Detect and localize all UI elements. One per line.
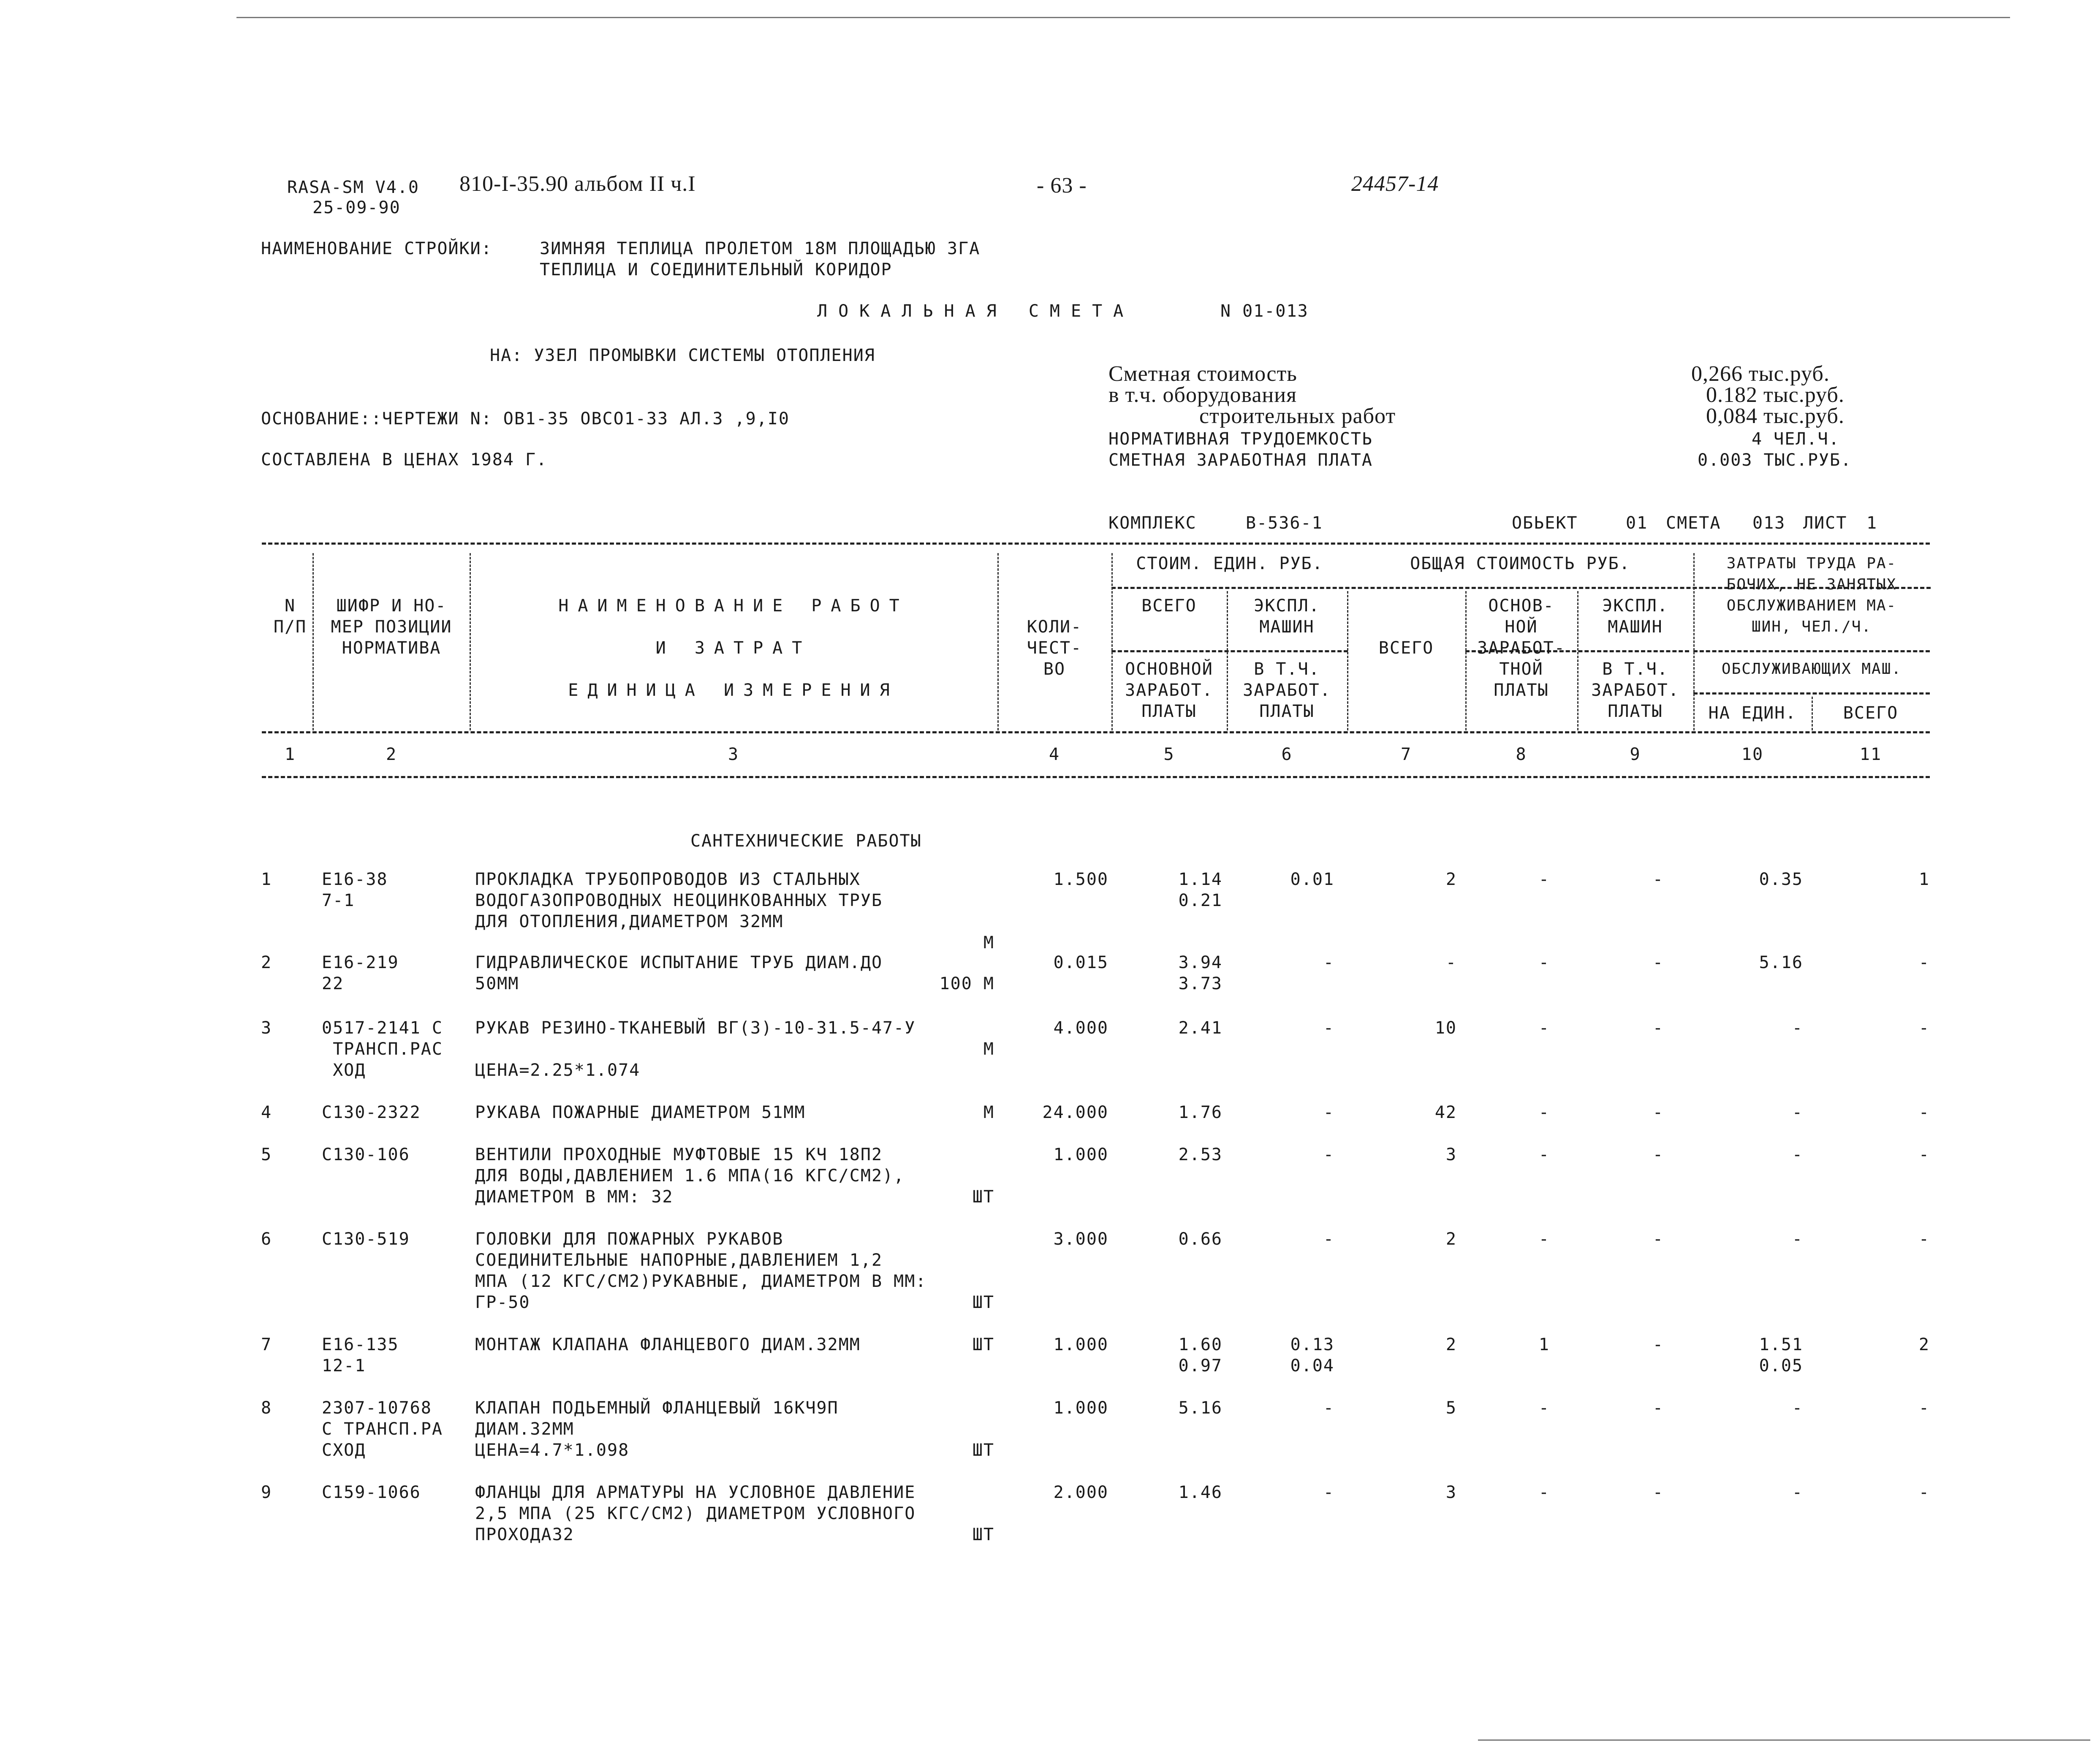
col-number-7: 7 — [1400, 745, 1412, 764]
header-col-5a: ВСЕГО — [1141, 596, 1197, 616]
table-rule-sub-1011b — [1693, 692, 1930, 695]
row-cell-code: С130-519 — [322, 1229, 410, 1249]
row-cell-name: КЛАПАН ПОДЬЕМНЫЙ ФЛАНЦЕВЫЙ 16КЧ9П ДИАМ.32ММ ЦЕНА=4.7*1.098 — [475, 1398, 839, 1460]
row-cell-c11: - — [1918, 1483, 1930, 1502]
row-cell-n: 8 — [261, 1398, 272, 1418]
program-date: 25-09-90 — [312, 198, 401, 217]
row-cell-c11: - — [1918, 953, 1930, 972]
row-cell-unit: М — [983, 1103, 994, 1122]
row-cell-qty: 24.000 — [1042, 1103, 1108, 1122]
row-cell-c10: - — [1792, 1229, 1803, 1249]
page-number: - 63 - — [1037, 174, 1087, 198]
row-cell-n: 6 — [261, 1229, 272, 1249]
program-id: RASA-SM V4.0 — [287, 178, 419, 197]
row-cell-c5: 2.41 — [1178, 1018, 1223, 1038]
col-number-9: 9 — [1630, 745, 1641, 764]
estimate-subject: НА: УЗЕЛ ПРОМЫВКИ СИСТЕМЫ ОТОПЛЕНИЯ — [490, 346, 875, 365]
header-col-3c: ЕДИНИЦА ИЗМЕРЕНИЯ — [568, 681, 899, 700]
row-cell-name: РУКАВА ПОЖАРНЫЕ ДИАМЕТРОМ 51ММ — [475, 1103, 806, 1122]
summary-label-4: СМЕТНАЯ ЗАРАБОТНАЯ ПЛАТА — [1108, 450, 1373, 470]
col-sep-6 — [1347, 591, 1348, 730]
row-cell-c7: 3 — [1445, 1483, 1457, 1502]
col-number-8: 8 — [1516, 745, 1527, 764]
row-cell-c9: - — [1652, 1229, 1664, 1249]
row-cell-c9: - — [1652, 870, 1664, 889]
summary-value-1: 0.182 тыс.руб. — [1706, 383, 1845, 407]
row-cell-c11: - — [1918, 1145, 1930, 1164]
row-cell-n: 5 — [261, 1145, 272, 1164]
row-cell-unit: ШТ — [972, 1293, 994, 1312]
bottom-scan-line — [1478, 1739, 2090, 1741]
row-cell-code: Е16-219 22 — [322, 953, 399, 993]
sheet-label: ЛИСТ — [1803, 513, 1847, 533]
row-cell-code: С130-106 — [322, 1145, 410, 1164]
price-level: СОСТАВЛЕНА В ЦЕНАХ 1984 Г. — [261, 450, 548, 469]
row-cell-c10: 1.51 0.05 — [1759, 1335, 1803, 1376]
row-cell-name: РУКАВ РЕЗИНО-ТКАНЕВЫЙ ВГ(3)-10-31.5-47-У ЦЕНА=2.25*1.074 — [475, 1018, 916, 1080]
row-cell-c7: 2 — [1445, 870, 1457, 889]
header-col-6b: В Т.Ч. ЗАРАБОТ. ПЛАТЫ — [1243, 659, 1331, 721]
row-cell-c8: - — [1538, 1018, 1550, 1038]
estimate-title: ЛОКАЛЬНАЯ СМЕТА — [817, 301, 1135, 321]
row-cell-c11: - — [1918, 1018, 1930, 1038]
row-cell-c10: - — [1792, 1483, 1803, 1502]
row-cell-n: 7 — [261, 1335, 272, 1354]
col-number-10: 10 — [1741, 745, 1764, 764]
row-cell-c8: - — [1538, 1103, 1550, 1122]
row-cell-qty: 0.015 — [1053, 953, 1108, 972]
row-cell-n: 2 — [261, 953, 272, 972]
row-cell-c10: - — [1792, 1398, 1803, 1418]
row-cell-c8: - — [1538, 870, 1550, 889]
row-cell-c7: 3 — [1445, 1145, 1457, 1164]
row-cell-c8: - — [1538, 1398, 1550, 1418]
row-cell-c9: - — [1652, 1145, 1664, 1164]
header-col-9b: В Т.Ч. ЗАРАБОТ. ПЛАТЫ — [1591, 659, 1679, 721]
header-col-3b: И ЗАТРАТ — [655, 638, 812, 658]
row-cell-qty: 1.500 — [1053, 870, 1108, 889]
row-cell-c9: - — [1652, 1398, 1664, 1418]
col-number-5: 5 — [1163, 745, 1175, 764]
summary-value-2: 0,084 тыс.руб. — [1706, 404, 1845, 428]
row-cell-c10: - — [1792, 1103, 1803, 1122]
row-cell-name: ПРОКЛАДКА ТРУБОПРОВОДОВ ИЗ СТАЛЬНЫХ ВОДОГАЗОПРОВОДНЫХ НЕОЦИНКОВАННЫХ ТРУБ ДЛЯ ОТОПЛЕНИЯ,ДИАМЕТРОМ 32ММ — [475, 870, 883, 931]
row-cell-c6: 0.01 — [1290, 870, 1334, 889]
row-cell-qty: 2.000 — [1053, 1483, 1108, 1502]
col-number-4: 4 — [1049, 745, 1060, 764]
summary-value-0: 0,266 тыс.руб. — [1691, 362, 1830, 386]
row-cell-name: ГИДРАВЛИЧЕСКОЕ ИСПЫТАНИЕ ТРУБ ДИАМ.ДО 50ММ — [475, 953, 883, 993]
table-rule-header-bottom — [262, 731, 1930, 733]
row-cell-c10: - — [1792, 1145, 1803, 1164]
row-cell-qty: 3.000 — [1053, 1229, 1108, 1249]
header-col-7: ВСЕГО — [1378, 638, 1434, 658]
row-cell-c9: - — [1652, 1335, 1664, 1354]
row-cell-c7: 10 — [1434, 1018, 1457, 1038]
header-col-6a: ЭКСПЛ. МАШИН — [1254, 596, 1320, 637]
estimate-number: N 01-013 — [1220, 301, 1309, 321]
document-number: 24457-14 — [1351, 172, 1439, 196]
row-cell-c11: 2 — [1918, 1335, 1930, 1354]
row-cell-c6: - — [1323, 953, 1334, 972]
row-cell-n: 4 — [261, 1103, 272, 1122]
header-col-9a: ЭКСПЛ. МАШИН — [1602, 596, 1668, 637]
row-cell-c6: - — [1323, 1483, 1334, 1502]
header-col-11: ВСЕГО — [1843, 703, 1899, 723]
header-col-4: КОЛИ- ЧЕСТ- ВО — [1027, 617, 1082, 679]
row-cell-c8: - — [1538, 1145, 1550, 1164]
smeta-value: 013 — [1752, 513, 1786, 533]
row-cell-unit: ШТ — [972, 1525, 994, 1544]
row-cell-c8: - — [1538, 1229, 1550, 1249]
row-cell-code: 0517-2141 С ТРАНСП.РАС ХОД — [322, 1018, 443, 1080]
row-cell-c10: 0.35 — [1759, 870, 1803, 889]
table-rule-sub-56 — [1111, 650, 1348, 652]
row-cell-c7: 2 — [1445, 1335, 1457, 1354]
project-label: НАИМЕНОВАНИЕ СТРОЙКИ: — [261, 239, 492, 258]
row-cell-c9: - — [1652, 1018, 1664, 1038]
row-cell-c5: 1.46 — [1178, 1483, 1223, 1502]
row-cell-name: ГОЛОВКИ ДЛЯ ПОЖАРНЫХ РУКАВОВ СОЕДИНИТЕЛЬНЫЕ НАПОРНЫЕ,ДАВЛЕНИЕМ 1,2 МПА (12 КГС/СМ2)РУКАВНЫЕ, ДИАМЕТРОМ В ММ: ГР-50 — [475, 1229, 927, 1312]
row-cell-c5: 3.94 3.73 — [1178, 953, 1223, 993]
row-cell-c7: - — [1445, 953, 1457, 972]
sheet-value: 1 — [1866, 513, 1878, 533]
row-cell-qty: 1.000 — [1053, 1398, 1108, 1418]
row-cell-unit: ШТ — [972, 1335, 994, 1354]
row-cell-unit: 100 М — [939, 974, 994, 993]
row-cell-code: С159-1066 — [322, 1483, 421, 1502]
row-cell-n: 1 — [261, 870, 272, 889]
row-cell-c11: - — [1918, 1103, 1930, 1122]
table-rule-numbers-bottom — [262, 776, 1930, 778]
row-cell-c11: 1 — [1918, 870, 1930, 889]
header-col-8: ОСНОВ- НОЙ ЗАРАБОТ- ТНОЙ ПЛАТЫ — [1477, 596, 1565, 700]
header-col-5b: ОСНОВНОЙ ЗАРАБОТ. ПЛАТЫ — [1125, 659, 1213, 721]
header-col-2: ШИФР И НО- МЕР ПОЗИЦИИ НОРМАТИВА — [331, 596, 452, 658]
col-number-2: 2 — [386, 745, 397, 764]
header-group-1011b: ОБСЛУЖИВАЮЩИХ МАШ. — [1721, 660, 1902, 678]
row-cell-c6: 0.13 0.04 — [1290, 1335, 1334, 1376]
header-col-10: НА ЕДИН. — [1708, 703, 1797, 723]
row-cell-c7: 42 — [1434, 1103, 1457, 1122]
row-cell-qty: 4.000 — [1053, 1018, 1108, 1038]
col-number-6: 6 — [1281, 745, 1293, 764]
row-cell-code: Е16-38 7-1 — [322, 870, 388, 910]
row-cell-c5: 2.53 — [1178, 1145, 1223, 1164]
row-cell-qty: 1.000 — [1053, 1145, 1108, 1164]
row-cell-c7: 2 — [1445, 1229, 1457, 1249]
object-value: 01 — [1626, 513, 1648, 533]
row-cell-n: 3 — [261, 1018, 272, 1038]
row-cell-c7: 5 — [1445, 1398, 1457, 1418]
row-cell-unit: М — [983, 933, 994, 952]
section-title: САНТЕХНИЧЕСКИЕ РАБОТЫ — [690, 831, 922, 851]
col-number-11: 11 — [1859, 745, 1882, 764]
row-cell-c11: - — [1918, 1398, 1930, 1418]
row-cell-c5: 5.16 — [1178, 1398, 1223, 1418]
row-cell-unit: ШТ — [972, 1187, 994, 1207]
summary-label-3: НОРМАТИВНАЯ ТРУДОЕМКОСТЬ — [1108, 429, 1373, 449]
row-cell-c6: - — [1323, 1398, 1334, 1418]
row-cell-code: 2307-10768 С ТРАНСП.РА СХОД — [322, 1398, 443, 1460]
header-col-3a: НАИМЕНОВАНИЕ РАБОТ — [558, 596, 909, 616]
row-cell-name: МОНТАЖ КЛАПАНА ФЛАНЦЕВОГО ДИАМ.32ММ — [475, 1335, 861, 1354]
row-cell-c10: 5.16 — [1759, 953, 1803, 972]
row-cell-n: 9 — [261, 1483, 272, 1502]
top-scan-line — [236, 17, 2010, 18]
header-group-79: ОБЩАЯ СТОИМОСТЬ РУБ. — [1410, 554, 1630, 573]
row-cell-c8: - — [1538, 953, 1550, 972]
row-cell-c9: - — [1652, 953, 1664, 972]
summary-value-4: 0.003 ТЫС.РУБ. — [1698, 450, 1852, 470]
object-label: ОБЬЕКТ — [1512, 513, 1578, 533]
row-cell-c8: 1 — [1538, 1335, 1550, 1354]
col-number-1: 1 — [284, 745, 296, 764]
album-reference: 810-I-35.90 альбом II ч.I — [459, 172, 696, 196]
header-group-56: СТОИМ. ЕДИН. РУБ. — [1136, 554, 1323, 573]
row-cell-c9: - — [1652, 1103, 1664, 1122]
row-cell-unit: ШТ — [972, 1441, 994, 1460]
complex-label: КОМПЛЕКС — [1108, 513, 1197, 533]
row-cell-qty: 1.000 — [1053, 1335, 1108, 1354]
project-line-1: ЗИМНЯЯ ТЕПЛИЦА ПРОЛЕТОМ 18М ПЛОЩАДЬЮ 3ГА — [540, 239, 981, 258]
row-cell-name: ВЕНТИЛИ ПРОХОДНЫЕ МУФТОВЫЕ 15 КЧ 18П2 ДЛЯ ВОДЫ,ДАВЛЕНИЕМ 1.6 МПА(16 КГС/СМ2), ДИАМЕТРОМ В ММ: 32 — [475, 1145, 905, 1207]
row-cell-c6: - — [1323, 1145, 1334, 1164]
header-group-1011: ЗАТРАТЫ ТРУДА РА- БОЧИХ, НЕ ЗАНЯТЫХ ОБСЛУЖИВАНИЕМ МА- ШИН, ЧЕЛ./Ч. — [1726, 555, 1897, 635]
header-col-1: N П/П — [273, 596, 307, 637]
summary-value-3: 4 ЧЕЛ.Ч. — [1752, 429, 1840, 449]
row-cell-c6: - — [1323, 1229, 1334, 1249]
row-cell-code: Е16-135 12-1 — [322, 1335, 399, 1376]
row-cell-code: С130-2322 — [322, 1103, 421, 1122]
col-number-3: 3 — [728, 745, 739, 764]
smeta-label: СМЕТА — [1666, 513, 1721, 533]
table-rule-sub-1011 — [1693, 650, 1930, 652]
row-cell-c6: - — [1323, 1103, 1334, 1122]
row-cell-c9: - — [1652, 1483, 1664, 1502]
summary-label-2: строительных работ — [1199, 404, 1396, 428]
complex-value: В-536-1 — [1246, 513, 1323, 533]
row-cell-c11: - — [1918, 1229, 1930, 1249]
summary-label-1: в т.ч. оборудования — [1108, 383, 1297, 407]
row-cell-c10: - — [1792, 1018, 1803, 1038]
row-cell-c6: - — [1323, 1018, 1334, 1038]
basis: ОСНОВАНИЕ::ЧЕРТЕЖИ N: ОВ1-35 ОВСО1-33 АЛ.3 ,9,I0 — [261, 409, 790, 429]
row-cell-unit: М — [983, 1039, 994, 1059]
row-cell-c5: 0.66 — [1178, 1229, 1223, 1249]
summary-label-0: Сметная стоимость — [1108, 362, 1297, 386]
row-cell-name: ФЛАНЦЫ ДЛЯ АРМАТУРЫ НА УСЛОВНОЕ ДАВЛЕНИЕ 2,5 МПА (25 КГС/СМ2) ДИАМЕТРОМ УСЛОВНОГО ПРОХОДА32 — [475, 1483, 916, 1544]
row-cell-c5: 1.60 0.97 — [1178, 1335, 1223, 1376]
row-cell-c5: 1.76 — [1178, 1103, 1223, 1122]
table-rule-top — [262, 543, 1930, 545]
row-cell-c8: - — [1538, 1483, 1550, 1502]
project-line-2: ТЕПЛИЦА И СОЕДИНИТЕЛЬНЫЙ КОРИДОР — [540, 260, 892, 279]
row-cell-c5: 1.14 0.21 — [1178, 870, 1223, 910]
